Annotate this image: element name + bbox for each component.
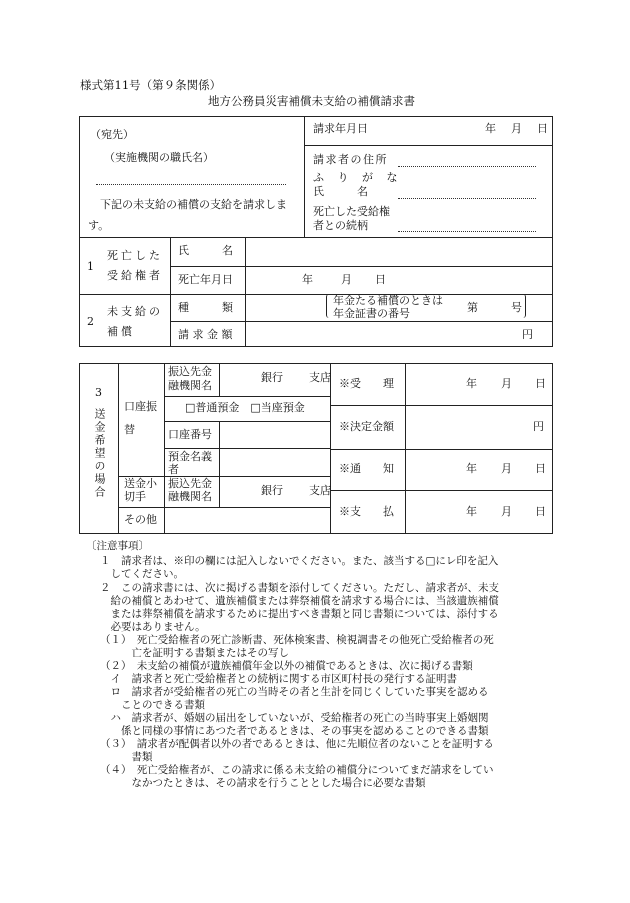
pension-no-prefix[interactable]: 第 [467, 301, 478, 314]
note-line: 給の補償とあわせて、遺族補償または葬祭補償を請求する場合には、当該遺族補償 [100, 595, 499, 607]
pension-no-suffix[interactable]: 号 [511, 301, 522, 314]
notice-month: 月 [501, 462, 512, 475]
deposit-type-checkboxes[interactable]: □普通預金 □当座預金 [185, 401, 305, 414]
account-number-field[interactable] [221, 423, 328, 446]
note-line: イ 請求者と死亡受給権者との続柄に関する市区町村長の発行する証明書 [100, 673, 457, 685]
date-month[interactable]: 月 [511, 122, 522, 135]
furigana-label: ふ り が な [313, 171, 403, 184]
other-field[interactable] [166, 509, 328, 531]
section1-number: 1 [87, 260, 94, 273]
remittance-check-label-1: 送金小 [124, 477, 157, 490]
note-line: ２ この請求書には、次に掲げる書類を添付してください。ただし、請求者が、未支 [100, 582, 499, 594]
reception-day: 日 [535, 377, 546, 390]
note-line: （４） 死亡受給権者が、この請求に係る未支給の補償分についてまだ請求をしてい [100, 764, 494, 776]
name-label: 氏 名 [313, 185, 368, 198]
amount-label: 請 求 金 額 [178, 328, 233, 341]
section3-number: 3 [95, 386, 102, 399]
bank-label-2: 融機関名 [168, 379, 212, 392]
request-text: 下記の未支給の補償の支給を請求します。 [88, 198, 287, 232]
name-field[interactable] [398, 198, 536, 199]
payment-label: ※支 払 [339, 505, 394, 518]
note-line: ロ 請求者が受給権者の死亡の当時その者と生計を同じくしていた事実を認める [100, 686, 489, 698]
form-id: 様式第11号（第９条関係） [80, 78, 222, 92]
death-year[interactable]: 年 [302, 273, 313, 286]
reception-month: 月 [501, 377, 512, 390]
pension-note-1: 年金たる補償のときは [333, 294, 443, 307]
institution-label: （実施機関の職氏名） [104, 151, 214, 164]
notice-day: 日 [535, 462, 546, 475]
address-label: 請求者の住所 [313, 153, 388, 166]
account-holder-label-2: 者 [168, 463, 179, 476]
death-day[interactable]: 日 [375, 273, 386, 286]
bank-label-1: 振込先金 [168, 365, 212, 378]
account-transfer-label-2: 替 [124, 423, 135, 436]
note-line: （３） 請求者が配偶者以外の者であるときは、他に先順位者のないことを証明する [100, 738, 494, 750]
amount-yen[interactable]: 円 [522, 328, 533, 341]
note-line: ハ 請求者が、婚姻の届出をしていないが、受給権者の死亡の当時事実上婚姻関 [100, 712, 489, 724]
account-holder-label-1: 預金名義 [168, 450, 212, 463]
note-line: １ 請求者は、※印の欄には記入しないでください。また、該当する□にレ印を記入 [100, 555, 499, 567]
note-line: （１） 死亡受給権者の死亡診断書、死体検案書、検視調書その他死亡受給権者の死 [100, 634, 494, 646]
other-label: その他 [124, 513, 157, 526]
section1-label-1: 死亡した [107, 249, 163, 262]
check-bank-label-1: 振込先金 [168, 477, 212, 490]
benefit-type-label: 種 類 [178, 301, 233, 314]
decision-amount-label: ※決定金額 [339, 420, 394, 433]
check-bank-label-2: 融機関名 [168, 490, 212, 503]
institution-field[interactable] [96, 184, 286, 185]
section1-label-2: 受給権者 [107, 269, 163, 282]
branch-suffix[interactable]: 支店 [309, 371, 331, 384]
note-line: してください。 [100, 568, 184, 580]
account-number-label: 口座番号 [168, 428, 212, 441]
address-field[interactable] [398, 166, 536, 167]
account-holder-field[interactable] [221, 450, 328, 474]
request-date-label: 請求年月日 [313, 122, 368, 135]
note-line: 亡を証明する書類またはその写し [100, 647, 289, 659]
death-date-label: 死亡年月日 [178, 273, 233, 286]
payment-year: 年 [466, 505, 477, 518]
remittance-check-label-2: 切手 [124, 490, 146, 503]
account-transfer-label-1: 口座振 [124, 400, 157, 413]
note-line: 係と同様の事情にあつた者であるときは、その事実を認めることのできる書類 [100, 725, 489, 737]
bank-suffix[interactable]: 銀行 [261, 371, 283, 384]
pension-note-2: 年金証書の番号 [333, 307, 410, 320]
section3-vertical-label: 送金希望の場合 [93, 408, 106, 499]
note-line: 必要はありません。 [100, 621, 206, 633]
page-title: 地方公務員災害補償未支給の補償請求書 [208, 94, 415, 108]
notes-heading: 〔注意事項〕 [86, 540, 149, 552]
relationship-label-1: 死亡した受給権 [313, 205, 390, 218]
relationship-field[interactable] [398, 231, 536, 232]
check-branch-suffix[interactable]: 支店 [309, 484, 331, 497]
check-bank-suffix[interactable]: 銀行 [261, 484, 283, 497]
note-line: 書類 [100, 751, 153, 763]
note-line: なかつたときは、その請求を行うこととした場合に必要な書類 [100, 777, 426, 789]
date-year[interactable]: 年 [485, 122, 496, 135]
reception-label: ※受 理 [339, 377, 394, 390]
decision-yen: 円 [533, 420, 544, 433]
payment-month: 月 [501, 505, 512, 518]
section2-label-2: 補償 [107, 325, 135, 338]
section2-number: 2 [87, 315, 94, 328]
reception-year: 年 [466, 377, 477, 390]
section2-label-1: 未支給の [107, 305, 163, 318]
date-day[interactable]: 日 [537, 122, 548, 135]
relationship-label-2: 者との続柄 [313, 219, 368, 232]
notice-year: 年 [466, 462, 477, 475]
note-line: （２） 未支給の補償が遺族補償年金以外の補償であるときは、次に掲げる書類 [100, 660, 473, 672]
notice-label: ※通 知 [339, 462, 394, 475]
deceased-name-field[interactable] [247, 239, 551, 265]
note-line: ことのできる書類 [100, 699, 205, 711]
death-month[interactable]: 月 [341, 273, 352, 286]
addressee-label: （宛先） [90, 128, 134, 141]
deceased-name-label: 氏 名 [178, 244, 233, 257]
note-line: または葬祭補償を請求するために提出すべき書類と同じ書類については、添付する [100, 608, 499, 620]
payment-day: 日 [535, 505, 546, 518]
